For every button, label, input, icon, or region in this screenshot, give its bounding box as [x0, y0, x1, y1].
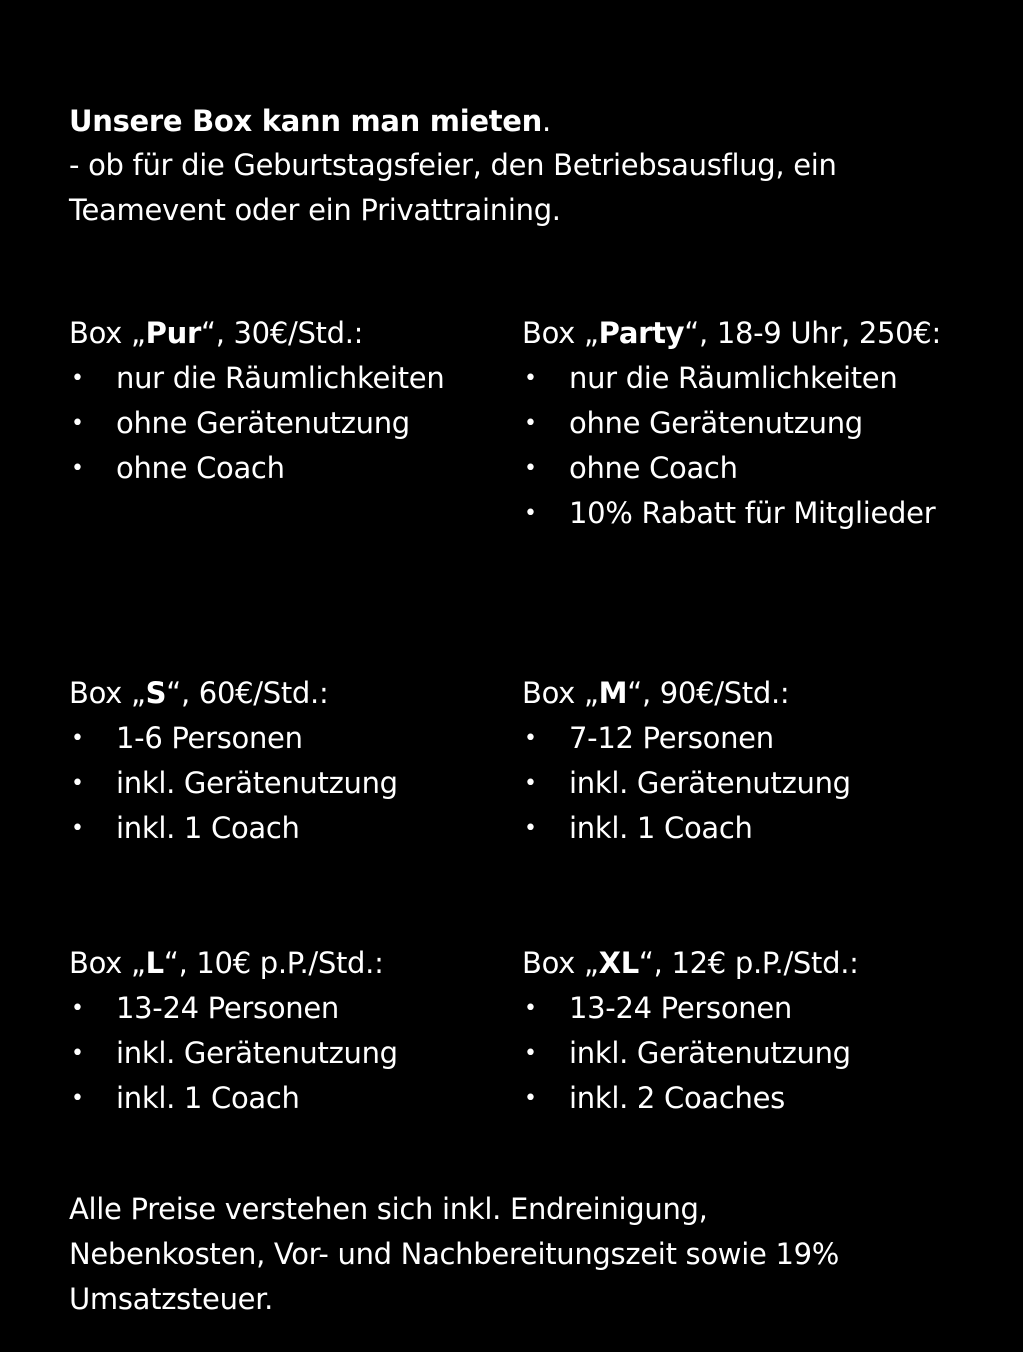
bullet-icon: • [71, 411, 84, 436]
footer-line-1: Alle Preise verstehen sich inkl. Endreinigung, [69, 1192, 708, 1226]
box-heading [522, 671, 992, 716]
intro-title-suffix: . [542, 104, 551, 138]
list-item [522, 761, 992, 806]
list-item-text: inkl. Gerätenutzung [569, 1036, 851, 1070]
box-name: S [145, 676, 167, 710]
list-item-text: ohne Gerätenutzung [569, 406, 863, 440]
list-item-text: inkl. Gerätenutzung [116, 1036, 398, 1070]
box-name: Pur [145, 316, 201, 350]
list-item [69, 986, 539, 1031]
box-l [69, 941, 539, 1121]
list-item-text: ohne Coach [569, 451, 738, 485]
list-item-text: nur die Räumlichkeiten [116, 361, 445, 395]
box-heading-prefix: Box „ [522, 676, 599, 710]
list-item [69, 1031, 539, 1076]
box-heading-prefix: Box „ [69, 676, 146, 710]
list-item [69, 446, 539, 491]
bullet-icon: • [71, 726, 84, 751]
intro-title: Unsere Box kann man mieten [69, 104, 542, 138]
list-item [69, 1076, 539, 1121]
box-name: L [145, 946, 164, 980]
list-item [522, 446, 992, 491]
list-item-text: inkl. 2 Coaches [569, 1081, 785, 1115]
list-item-text: inkl. 1 Coach [569, 811, 753, 845]
box-heading [69, 941, 539, 986]
bullet-icon: • [524, 501, 537, 526]
list-item-text: 13-24 Personen [569, 991, 792, 1025]
intro-line-2: Teamevent oder ein Privattraining. [69, 193, 561, 227]
list-item-text: inkl. 1 Coach [116, 811, 300, 845]
box-heading-prefix: Box „ [69, 316, 146, 350]
box-heading-suffix: “, 18-9 Uhr, 250€: [684, 316, 941, 350]
box-s [69, 671, 539, 851]
box-heading-suffix: “, 60€/Std.: [166, 676, 329, 710]
box-heading-prefix: Box „ [69, 946, 146, 980]
list-item [69, 716, 539, 761]
box-name: Party [598, 316, 685, 350]
list-item-text: 10% Rabatt für Mitglieder [569, 496, 936, 530]
box-pur [69, 311, 539, 491]
box-heading-prefix: Box „ [522, 946, 599, 980]
bullet-icon: • [524, 726, 537, 751]
box-feature-list [522, 986, 992, 1121]
list-item-text: 7-12 Personen [569, 721, 774, 755]
list-item [522, 716, 992, 761]
bullet-icon: • [524, 771, 537, 796]
list-item-text: inkl. 1 Coach [116, 1081, 300, 1115]
bullet-icon: • [71, 366, 84, 391]
list-item [522, 401, 992, 446]
box-heading [522, 311, 992, 356]
box-heading-prefix: Box „ [522, 316, 599, 350]
bullet-icon: • [524, 996, 537, 1021]
box-feature-list [522, 716, 992, 851]
bullet-icon: • [71, 771, 84, 796]
bullet-icon: • [71, 456, 84, 481]
box-heading-suffix: “, 90€/Std.: [627, 676, 790, 710]
box-heading-suffix: “, 30€/Std.: [200, 316, 364, 350]
bullet-icon: • [524, 816, 537, 841]
intro-line-1: - ob für die Geburtstagsfeier, den Betriebsausflug, ein [69, 148, 837, 182]
list-item [69, 401, 539, 446]
box-m [522, 671, 992, 851]
box-feature-list [522, 356, 992, 536]
box-xl [522, 941, 992, 1121]
list-item-text: 1-6 Personen [116, 721, 303, 755]
list-item [522, 1076, 992, 1121]
bullet-icon: • [524, 456, 537, 481]
footer-line-3: Umsatzsteuer. [69, 1282, 274, 1316]
list-item-text: inkl. Gerätenutzung [116, 766, 398, 800]
box-name: XL [598, 946, 639, 980]
bullet-icon: • [71, 816, 84, 841]
bullet-icon: • [524, 1041, 537, 1066]
box-heading [522, 941, 992, 986]
list-item-text: ohne Coach [116, 451, 285, 485]
bullet-icon: • [71, 1086, 84, 1111]
list-item [69, 356, 539, 401]
list-item [69, 806, 539, 851]
box-heading [69, 671, 539, 716]
bullet-icon: • [524, 411, 537, 436]
bullet-icon: • [524, 366, 537, 391]
bullet-icon: • [524, 1086, 537, 1111]
box-heading [69, 311, 539, 356]
intro-title-line [69, 99, 551, 144]
footer-line-2: Nebenkosten, Vor- und Nachbereitungszeit sowie 19% [69, 1237, 839, 1271]
list-item [522, 806, 992, 851]
box-heading-suffix: “, 10€ p.P./Std.: [163, 946, 384, 980]
bullet-icon: • [71, 996, 84, 1021]
price-footnote [69, 1187, 969, 1322]
list-item [522, 491, 992, 536]
list-item-text: 13-24 Personen [116, 991, 339, 1025]
list-item [522, 1031, 992, 1076]
box-heading-suffix: “, 12€ p.P./Std.: [638, 946, 859, 980]
box-name: M [598, 676, 628, 710]
box-feature-list [69, 986, 539, 1121]
bullet-icon: • [71, 1041, 84, 1066]
list-item-text: ohne Gerätenutzung [116, 406, 410, 440]
list-item [69, 761, 539, 806]
list-item-text: nur die Räumlichkeiten [569, 361, 898, 395]
box-party [522, 311, 992, 536]
box-feature-list [69, 356, 539, 491]
list-item [522, 356, 992, 401]
list-item-text: inkl. Gerätenutzung [569, 766, 851, 800]
list-item [522, 986, 992, 1031]
box-feature-list [69, 716, 539, 851]
